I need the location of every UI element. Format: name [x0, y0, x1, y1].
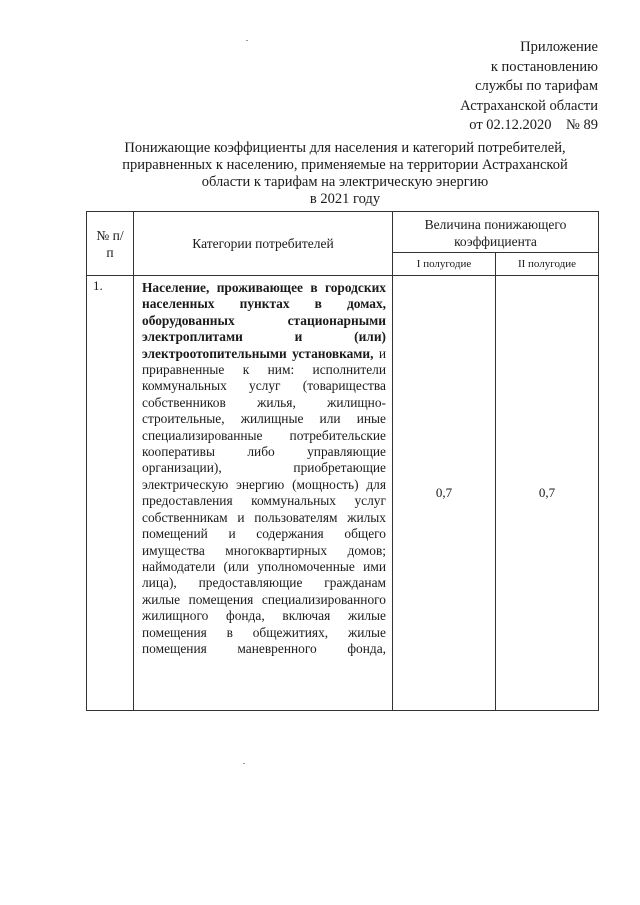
coefficients-table: [86, 211, 599, 711]
header-half1: I полугодие: [393, 253, 496, 276]
table-row: [87, 276, 599, 711]
header-half2: II полугодие: [496, 253, 599, 276]
title-line: в 2021 году: [309, 191, 381, 207]
appendix-line: к постановлению: [490, 58, 598, 75]
document-title: [100, 140, 590, 208]
appendix-line: Астраханской области: [460, 97, 598, 114]
row-num: 1.: [87, 276, 134, 711]
header-category: Категории потребителей: [134, 212, 393, 276]
title-line: приравненных к населению, применяемые на территории Астраханской: [122, 157, 568, 173]
appendix-line: от 02.12.2020 № 89: [469, 117, 598, 133]
row-category: [134, 276, 393, 711]
title-line: Понижающие коэффициенты для населения и категорий потребителей,: [124, 140, 566, 156]
appendix-line: Приложение: [520, 39, 598, 55]
scan-speck: [246, 40, 248, 41]
title-line: области к тарифам на электрическую энергию: [201, 174, 489, 190]
row-half1-value: 0,7: [393, 276, 496, 711]
appendix-header: [460, 38, 598, 136]
category-plain-text: и приравненные к ним: исполнители коммунальных услуг (товарищества собственников жилья, жилищно-строительные, жилищные или иные специализированные потребительские кооперативы либо управляющие организации), приобретающие электрическую энергию (мощность) для предоставления коммунальных услуг собственникам и пользователям жилых помещений и содержания общего имущества многоквартирных домов; наймодатели (или уполномоченные ими лица), предоставляющие гражданам жилые помещения специализированного жилищного фонда, включая жилые помещения в общежитиях, жилые помещения маневренного фонда,: [142, 345, 386, 656]
category-bold-text: Население, проживающее в городских населенных пунктах в домах, оборудованных стационарными электроплитами и (или) электроотопительными установками,: [142, 280, 386, 361]
scan-speck: [243, 763, 245, 764]
appendix-line: службы по тарифам: [475, 78, 598, 94]
header-value: Величина понижающего коэффициента: [393, 212, 599, 253]
row-half2-value: 0,7: [496, 276, 599, 711]
header-num: № п/п: [87, 212, 134, 276]
table-header-row: [87, 212, 599, 253]
category-text: [142, 280, 386, 710]
